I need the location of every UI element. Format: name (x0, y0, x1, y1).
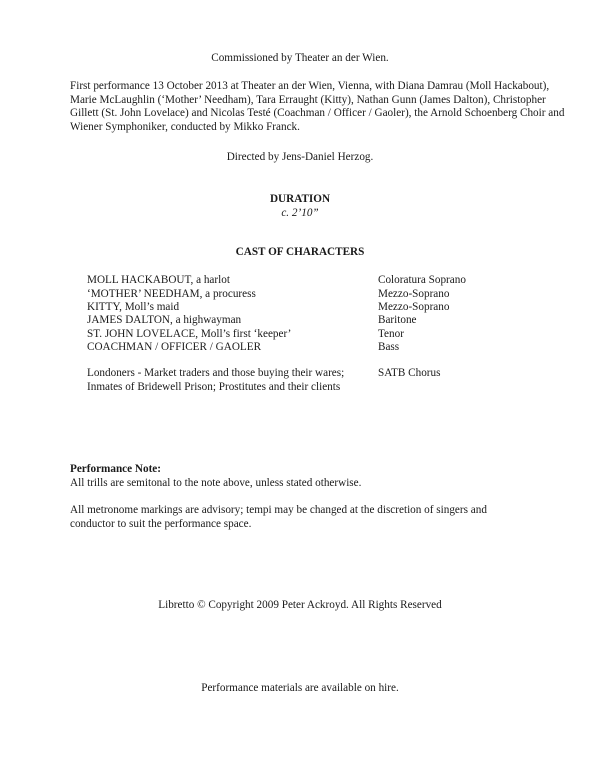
director-line: Directed by Jens-Daniel Herzog. (226, 151, 374, 163)
premiere-paragraph (70, 80, 565, 134)
cast-role: KITTY, Moll’s maid (87, 301, 180, 313)
commission-line: Commissioned by Theater an der Wien. (211, 52, 389, 64)
metronome-line: conductor to suit the performance space. (70, 517, 252, 530)
performance-note-heading: Performance Note: (70, 463, 162, 475)
cast-row (0, 341, 600, 355)
cast-row (0, 328, 600, 342)
cast-role: ST. JOHN LOVELACE, Moll’s first ‘keeper’ (87, 328, 292, 340)
cast-voice: Mezzo-Soprano (378, 301, 450, 313)
cast-voice: Bass (378, 341, 400, 353)
cast-role: ‘MOTHER’ NEEDHAM, a procuress (87, 288, 256, 300)
chorus-line: Inmates of Bridewell Prison; Prostitutes and their clients (87, 380, 341, 393)
duration-value: c. 2’10” (281, 207, 319, 219)
premiere-line: First performance 13 October 2013 at Theater an der Wien, Vienna, with Diana Damrau (Moll Hackabout), (70, 80, 550, 92)
cast-voice: Coloratura Soprano (378, 274, 466, 286)
premiere-line: Wiener Symphoniker, conducted by Mikko Franck. (70, 120, 300, 133)
cast-role: MOLL HACKABOUT, a harlot (87, 274, 230, 286)
libretto-copyright: Libretto © Copyright 2009 Peter Ackroyd. All Rights Reserved (158, 599, 442, 611)
cast-role: JAMES DALTON, a highwayman (87, 314, 242, 326)
cast-voice: Tenor (378, 328, 404, 340)
premiere-line: Marie McLaughlin (‘Mother’ Needham), Tara Erraught (Kitty), Nathan Gunn (James Dalton), Christopher (70, 93, 546, 106)
metronome-note (70, 504, 487, 531)
cast-voice: Baritone (378, 314, 417, 326)
duration-heading: DURATION (269, 193, 331, 205)
hire-notice: Performance materials are available on hire. (201, 682, 399, 694)
chorus-line: Londoners - Market traders and those buying their wares; (87, 367, 345, 379)
cast-row (0, 314, 600, 328)
performance-note (70, 463, 361, 490)
cast-row (0, 274, 600, 288)
metronome-line: All metronome markings are advisory; tempi may be changed at the discretion of singers and (70, 504, 487, 516)
premiere-line: Gillett (St. John Lovelace) and Nicolas Testé (Coachman / Officer / Gaoler), the Arnold Schoenberg Choir and (70, 107, 565, 119)
chorus-description (87, 367, 344, 394)
cast-heading: CAST OF CHARACTERS (235, 246, 365, 258)
trills-note: All trills are semitonal to the note above, unless stated otherwise. (70, 476, 362, 489)
cast-row (0, 288, 600, 302)
cast-role: COACHMAN / OFFICER / GAOLER (87, 341, 262, 353)
cast-voice: Mezzo-Soprano (378, 288, 450, 300)
cast-row (0, 301, 600, 315)
chorus-voice: SATB Chorus (378, 367, 441, 379)
